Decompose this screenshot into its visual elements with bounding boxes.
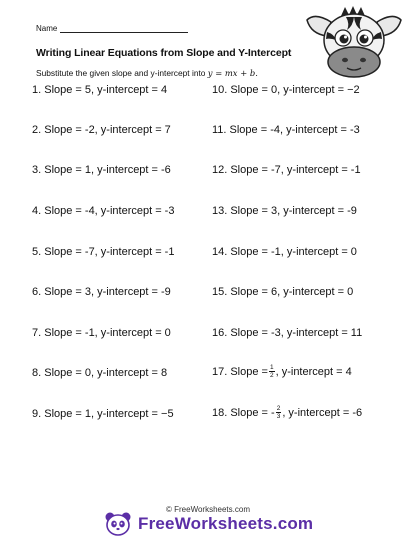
footer-logo[interactable] [104,511,313,537]
problem-5: 5. Slope = -7, y-intercept = -1 [32,246,175,258]
problem-16: 16. Slope = -3, y-intercept = 11 [212,327,363,339]
problem-7: 7. Slope = -1, y-intercept = 0 [32,327,171,339]
problem-3: 3. Slope = 1, y-intercept = -6 [32,164,171,176]
name-field-row [36,24,188,33]
problem-13: 13. Slope = 3, y-intercept = -9 [212,205,357,217]
instructions-text: Substitute the given slope and y-intercept into [36,68,206,78]
equation-text: y = mx + b. [207,68,258,78]
instructions [36,68,258,78]
fraction-denominator: 3 [276,413,281,420]
problem-8: 8. Slope = 0, y-intercept = 8 [32,367,168,379]
name-line[interactable] [60,25,188,33]
name-label: Name [36,24,58,33]
problem-6: 6. Slope = 3, y-intercept = -9 [32,286,171,298]
problem-12: 12. Slope = -7, y-intercept = -1 [212,164,361,176]
problem-11: 11. Slope = -4, y-intercept = -3 [212,124,360,136]
fraction-numerator: 1 [269,364,274,371]
zebra-icon [301,6,407,82]
brand-name: FreeWorksheets.com [138,514,314,533]
fraction [276,405,282,420]
problem-2: 2. Slope = -2, y-intercept = 7 [32,124,171,136]
problem-1: 1. Slope = 5, y-intercept = 4 [32,84,168,96]
panda-icon [104,511,132,537]
problem-14: 14. Slope = -1, y-intercept = 0 [212,246,357,258]
problem-15: 15. Slope = 6, y-intercept = 0 [212,286,354,298]
fraction [269,364,275,379]
problem-18 [212,405,362,420]
problem-4: 4. Slope = -4, y-intercept = -3 [32,205,175,217]
fraction-numerator: 2 [276,405,281,412]
problem-17-suffix: , y-intercept = 4 [275,365,352,378]
problem-17-prefix: 17. Slope = [212,365,268,378]
worksheet-title: Writing Linear Equations from Slope and Y-Intercept [36,47,292,59]
fraction-denominator: 2 [269,372,274,379]
problem-17 [212,364,352,379]
footer-copyright[interactable]: © FreeWorksheets.com [166,505,250,514]
problem-18-suffix: , y-intercept = -6 [282,406,363,419]
problem-9: 9. Slope = 1, y-intercept = −5 [32,408,174,420]
problem-10: 10. Slope = 0, y-intercept = −2 [212,84,360,96]
problem-18-prefix: 18. Slope = - [212,406,275,419]
